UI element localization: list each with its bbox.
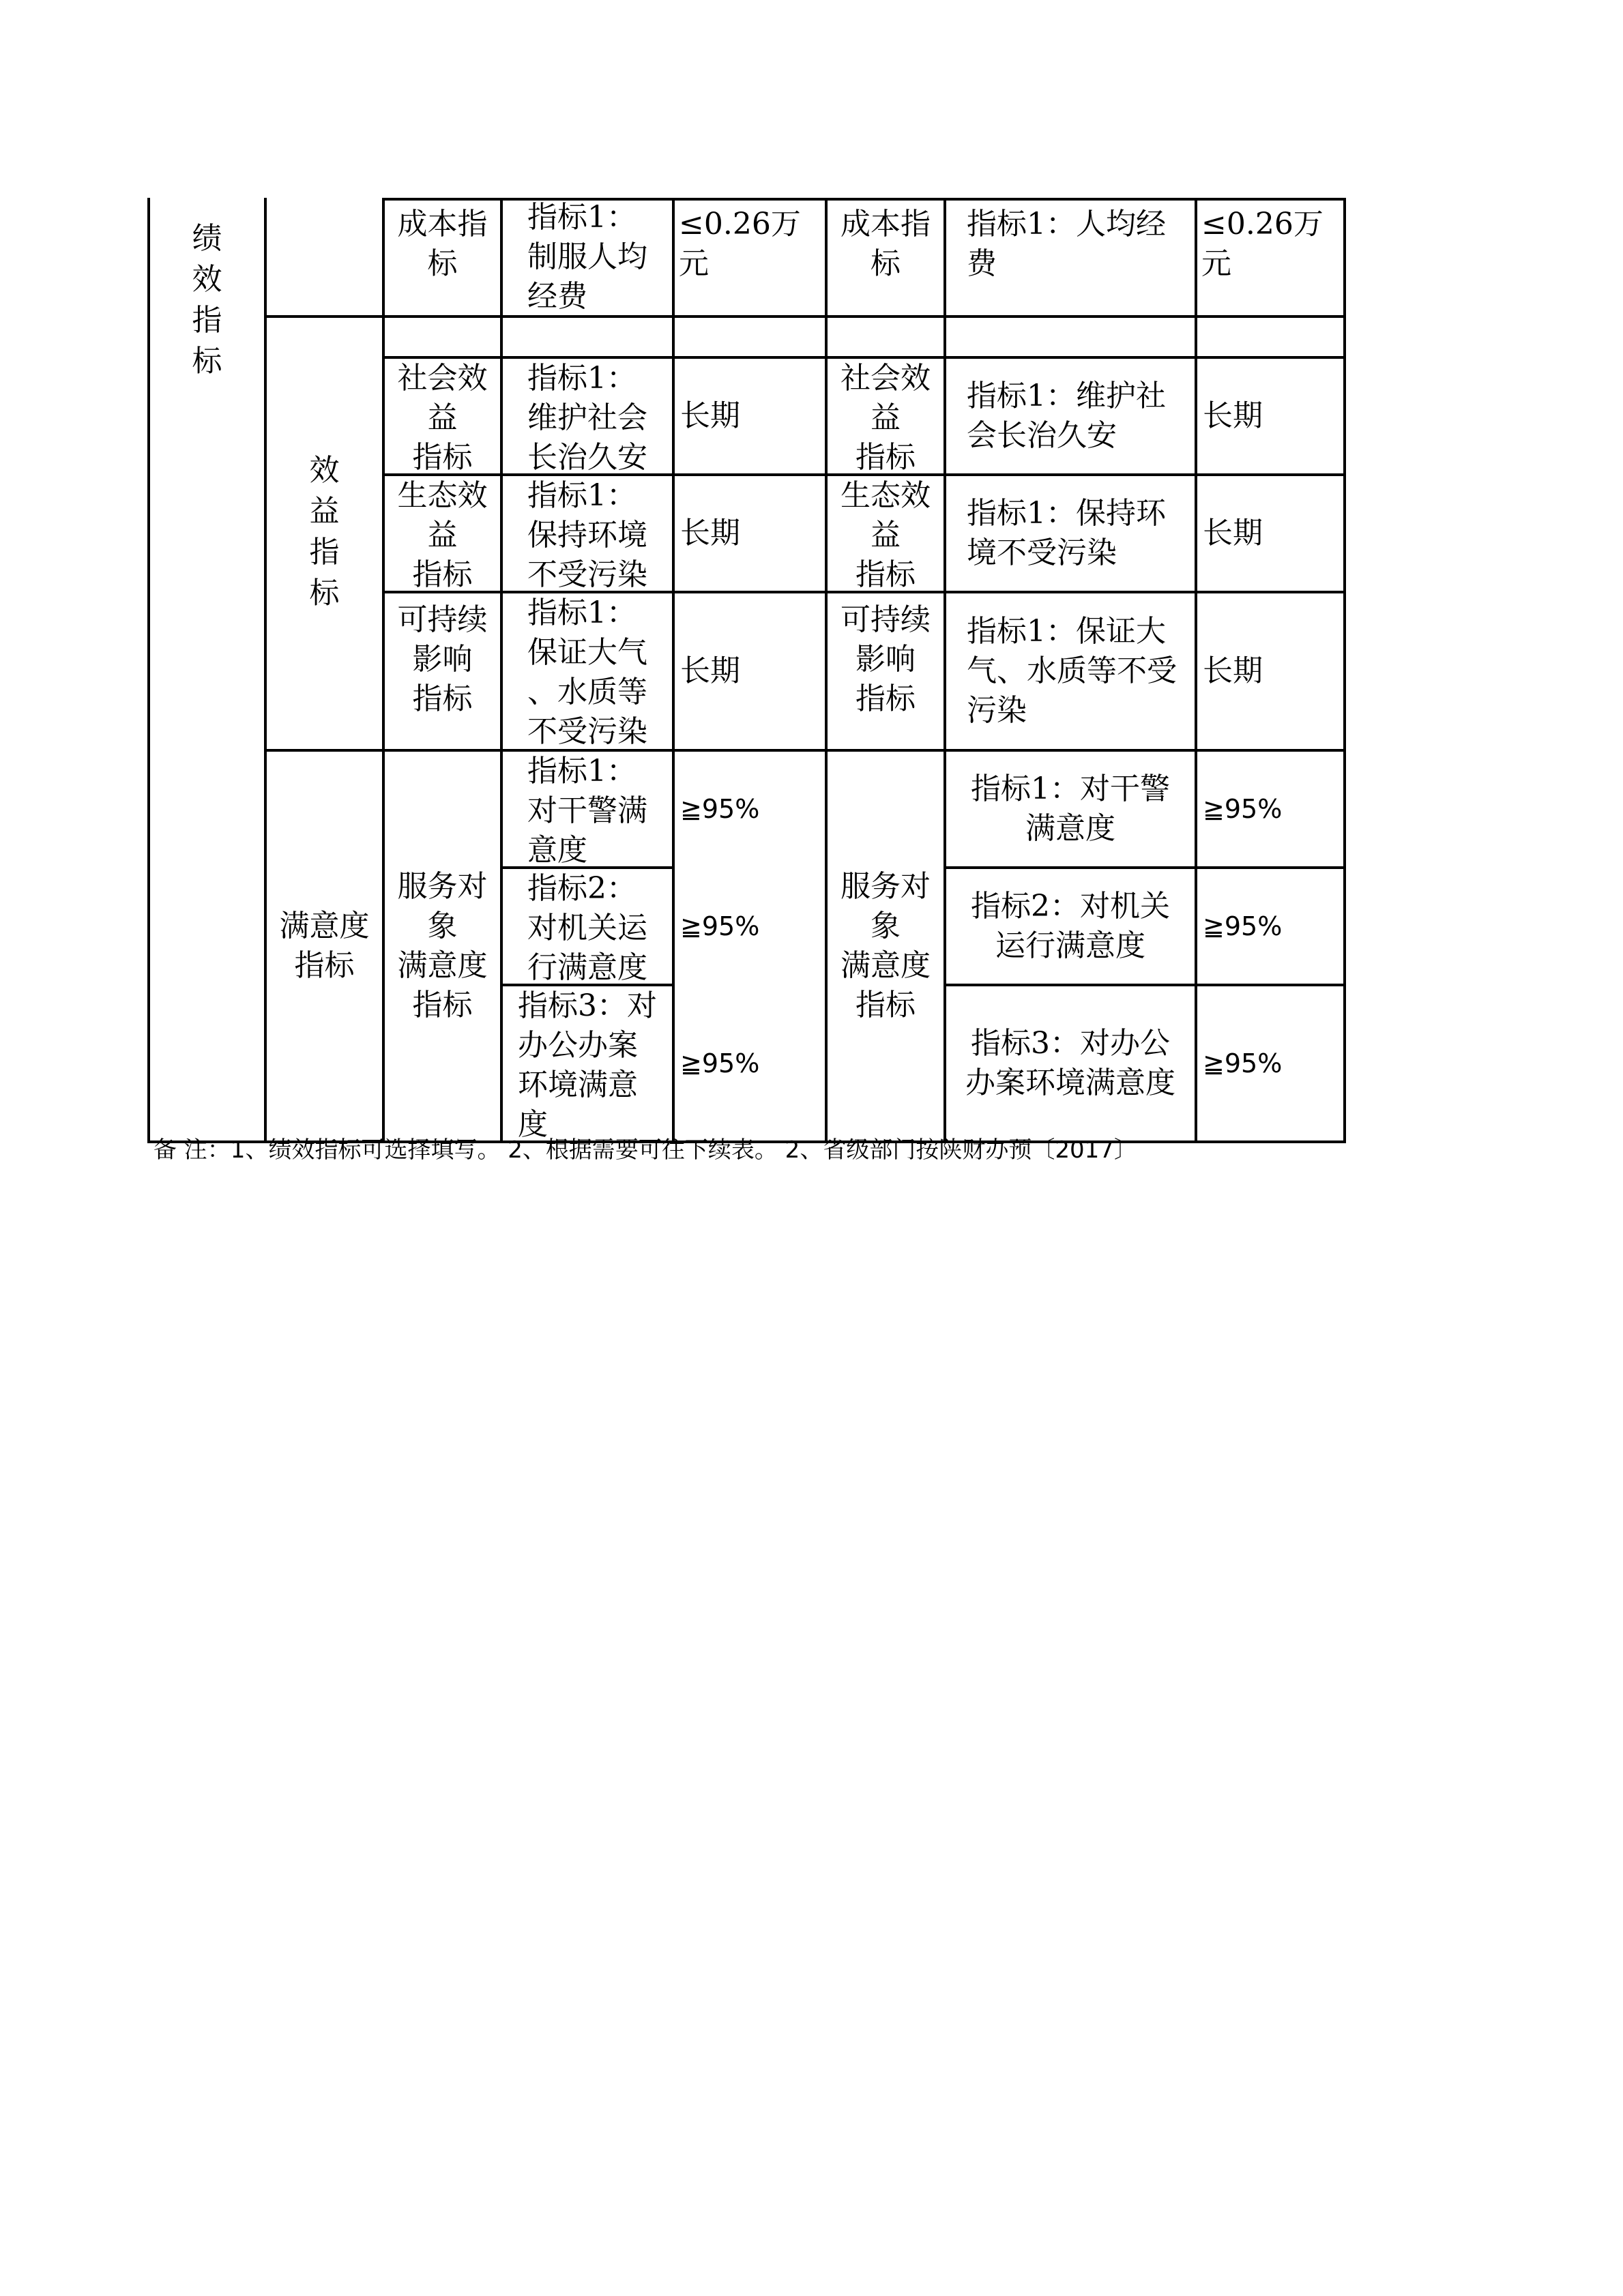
service-item-2-desc <box>503 869 672 984</box>
performance-indicator-text: 绩效指标 <box>192 221 222 379</box>
sustain-indicator-type-text: 可持续 影响 指标 <box>397 602 488 716</box>
social-indicator-type <box>385 359 500 473</box>
eco-indicator-type <box>385 476 500 591</box>
sustain-indicator-desc-right <box>946 593 1195 749</box>
sustain-indicator-type-right <box>828 600 944 749</box>
service-item-3-value-right <box>1197 986 1343 1140</box>
service-item-2-desc-right-text: 指标2：对机关 运行满意度 <box>971 889 1170 963</box>
service-item-3-desc-text: 指标3：对 办公办案 环境满意 度 <box>518 988 657 1140</box>
service-item-3-desc-right <box>946 986 1195 1140</box>
cost-indicator-type-right-text: 成本指 标 <box>840 207 931 281</box>
social-indicator-desc-right-text: 指标1：维护社 会长治久安 <box>967 379 1166 453</box>
service-indicator-type-right-text: 服务对 象 满意度 指标 <box>840 869 931 1022</box>
sustain-indicator-desc <box>503 593 672 749</box>
sustain-indicator-type <box>385 600 500 749</box>
cost-indicator-value-right <box>1197 205 1343 315</box>
effect-indicator-text: 效益指标 <box>309 453 340 610</box>
eco-indicator-desc <box>503 476 672 591</box>
performance-indicator-label <box>150 218 264 423</box>
sustain-indicator-value-text: 长期 <box>680 653 740 688</box>
service-item-2-desc-text: 指标2： 对机关运 行满意度 <box>527 871 647 984</box>
social-indicator-type-right <box>828 359 944 473</box>
service-indicator-type <box>385 752 500 1140</box>
eco-indicator-value-right <box>1197 476 1343 591</box>
cost-indicator-desc-right-text: 指标1：人均经 费 <box>967 207 1166 281</box>
service-item-2-value-text: ≧95% <box>680 911 760 941</box>
eco-indicator-value <box>675 476 825 591</box>
sustain-indicator-value-right <box>1197 593 1343 749</box>
eco-indicator-desc-right <box>946 476 1195 591</box>
service-item-2-value-right-text: ≧95% <box>1203 911 1283 941</box>
cost-indicator-value-right-text: ≤0.26万 元 <box>1201 207 1324 281</box>
eco-indicator-type-right <box>828 476 944 591</box>
effect-indicator-label <box>267 450 382 628</box>
eco-indicator-desc-text: 指标1： 保持环境 不受污染 <box>527 478 647 591</box>
social-indicator-value-right <box>1197 359 1343 473</box>
satisfaction-indicator-label <box>267 752 382 1140</box>
service-item-1-value-right-text: ≧95% <box>1203 794 1283 824</box>
cost-indicator-type-right <box>828 205 944 315</box>
table-border-right <box>1343 198 1346 1143</box>
sustain-indicator-desc-text: 指标1： 保证大气 、水质等 不受污染 <box>527 595 647 749</box>
social-indicator-value-text: 长期 <box>680 398 740 433</box>
footnote: 备 注：1、绩效指标可选择填写。 2、根据需要可往下续表。 2、省级部门按陕财办预〔2017〕 <box>153 1136 1137 1164</box>
service-item-1-value-right <box>1197 752 1343 866</box>
social-indicator-type-right-text: 社会效 益 指标 <box>840 361 931 473</box>
service-item-3-desc <box>503 986 672 1140</box>
sustain-indicator-desc-right-text: 指标1：保证大 气、水质等不受 污染 <box>967 614 1177 728</box>
sustain-indicator-value-right-text: 长期 <box>1203 653 1263 688</box>
cost-indicator-type <box>385 205 500 315</box>
service-item-3-value-right-text: ≧95% <box>1203 1048 1283 1078</box>
service-item-1-value <box>675 752 825 866</box>
grid-row-1 <box>264 315 1346 318</box>
service-item-3-value-text: ≧95% <box>680 1048 760 1078</box>
social-indicator-type-text: 社会效 益 指标 <box>397 361 488 473</box>
social-indicator-desc <box>503 359 672 473</box>
social-indicator-value-right-text: 长期 <box>1203 398 1263 433</box>
service-item-1-desc-text: 指标1： 对干警满 意度 <box>527 754 647 866</box>
social-indicator-desc-text: 指标1： 维护社会 长治久安 <box>527 361 647 473</box>
cost-indicator-value-text: ≤0.26万 元 <box>679 207 801 281</box>
eco-indicator-value-right-text: 长期 <box>1203 516 1263 550</box>
service-item-2-value-right <box>1197 869 1343 984</box>
service-item-2-desc-right <box>946 869 1195 984</box>
service-item-1-desc-right-text: 指标1：对干警 满意度 <box>971 771 1170 846</box>
service-item-1-desc <box>503 752 672 866</box>
service-indicator-type-right <box>828 752 944 1140</box>
cost-indicator-type-text: 成本指 标 <box>397 207 488 281</box>
service-item-3-value <box>675 986 825 1140</box>
service-item-1-value-text: ≧95% <box>680 794 760 824</box>
sustain-indicator-type-right-text: 可持续 影响 指标 <box>840 602 931 716</box>
eco-indicator-desc-right-text: 指标1：保持环 境不受污染 <box>967 496 1166 570</box>
cost-indicator-value <box>675 205 825 315</box>
service-item-1-desc-right <box>946 752 1195 866</box>
service-item-3-desc-right-text: 指标3：对办公 办案环境满意度 <box>965 1026 1175 1100</box>
cost-indicator-desc-text: 指标1： 制服人均 经费 <box>527 200 647 314</box>
satisfaction-indicator-text: 满意度指标 <box>279 909 370 983</box>
eco-indicator-type-right-text: 生态效 益 指标 <box>840 478 931 591</box>
grid-line-col3 <box>382 317 385 357</box>
service-indicator-type-text: 服务对 象 满意度 指标 <box>397 869 488 1022</box>
sustain-indicator-value <box>675 593 825 749</box>
eco-indicator-type-text: 生态效 益 指标 <box>397 478 488 591</box>
social-indicator-desc-right <box>946 359 1195 473</box>
cost-indicator-desc <box>503 198 672 315</box>
service-item-2-value <box>675 869 825 984</box>
cost-indicator-desc-right <box>946 205 1195 315</box>
eco-indicator-value-text: 长期 <box>680 516 740 550</box>
social-indicator-value <box>675 359 825 473</box>
